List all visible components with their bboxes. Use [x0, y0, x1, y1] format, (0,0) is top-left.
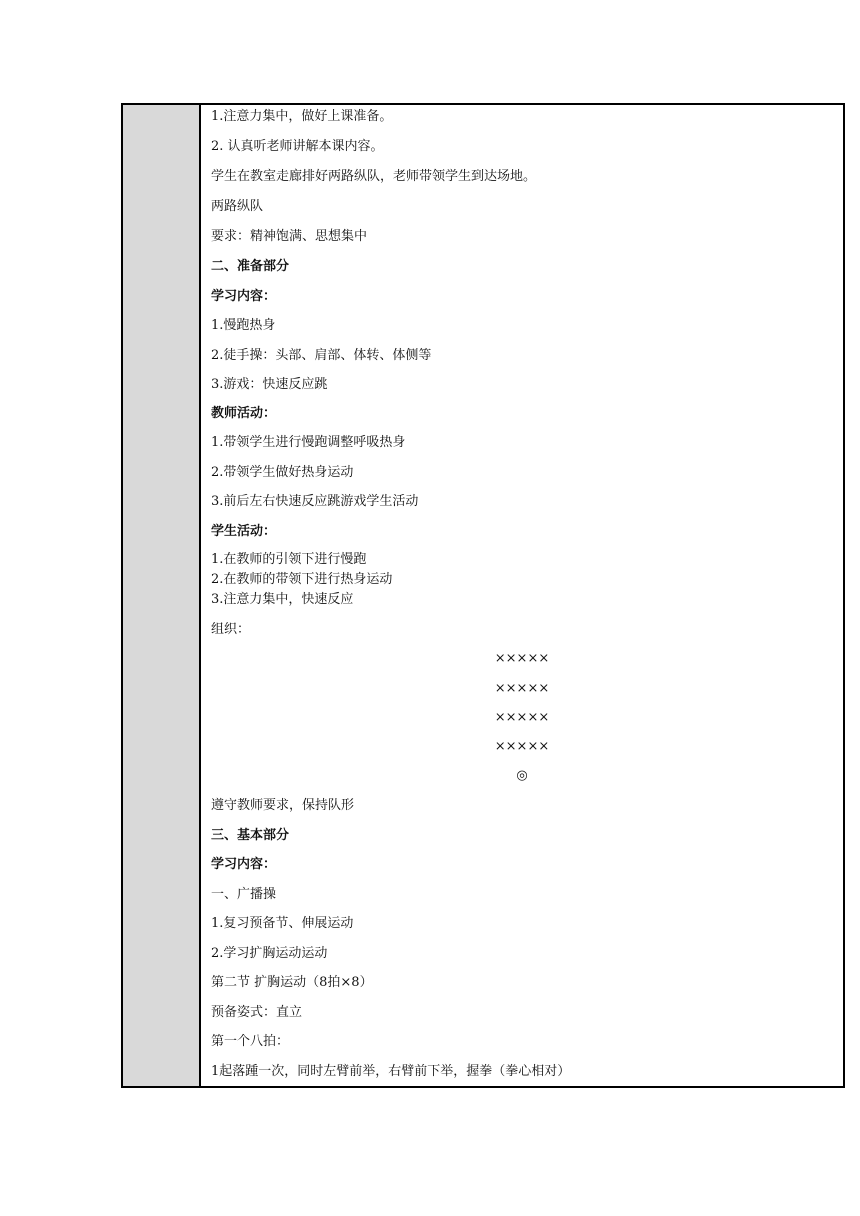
formation-row: ×××××: [494, 710, 550, 725]
intro-line-4: 两路纵队: [211, 199, 264, 214]
section3-item: 2.学习扩胸运动运动: [211, 946, 328, 961]
intro-line-1: 1.注意力集中，做好上课准备。: [211, 109, 393, 124]
section2-learn-item: 2.徒手操：头部、肩部、体转、体侧等: [211, 348, 432, 363]
section3-item: 第一个八拍：: [211, 1034, 290, 1049]
section3-item: 1起落踵一次，同时左臂前举，右臂前下举，握拳（拳心相对）: [211, 1064, 571, 1079]
section3-item: 第二节 扩胸运动（8拍×8）: [211, 975, 373, 990]
section2-teacher-heading: 教师活动：: [211, 406, 277, 421]
section2-student-item: 1.在教师的引领下进行慢跑: [211, 552, 367, 567]
content-column: [201, 105, 843, 1086]
section2-learn-item: 1.慢跑热身: [211, 318, 276, 333]
section2-title: 二、准备部分: [211, 259, 290, 274]
lesson-table: [121, 103, 845, 1088]
intro-line-5: 要求：精神饱满、思想集中: [211, 229, 368, 244]
formation-row: ×××××: [494, 681, 550, 696]
section2-student-heading: 学生活动：: [211, 524, 277, 539]
formation-row: ×××××: [494, 739, 550, 754]
section2-learn-item: 3.游戏：快速反应跳: [211, 377, 328, 392]
section2-teacher-item: 1.带领学生进行慢跑调整呼吸热身: [211, 435, 406, 450]
section2-learn-heading: 学习内容：: [211, 289, 277, 304]
section3-learn-heading: 学习内容：: [211, 857, 277, 872]
section3-item: 1.复习预备节、伸展运动: [211, 916, 354, 931]
intro-line-3: 学生在教室走廊排好两路纵队，老师带领学生到达场地。: [211, 169, 537, 184]
section2-requirement: 遵守教师要求，保持队形: [211, 798, 355, 813]
intro-line-2: 2. 认真听老师讲解本课内容。: [211, 139, 384, 154]
section2-teacher-item: 3.前后左右快速反应跳游戏学生活动: [211, 494, 419, 509]
section3-title: 三、基本部分: [211, 828, 290, 843]
section2-student-item: 3.注意力集中，快速反应: [211, 592, 354, 607]
section3-item: 预备姿式：直立: [211, 1005, 303, 1020]
organization-label: 组织：: [211, 622, 251, 637]
section2-teacher-item: 2.带领学生做好热身运动: [211, 465, 354, 480]
formation-row: ×××××: [494, 651, 550, 666]
teacher-position-mark: ◎: [516, 768, 528, 783]
section-label-column: [123, 105, 201, 1086]
section2-student-item: 2.在教师的带领下进行热身运动: [211, 572, 393, 587]
section3-item: 一、广播操: [211, 887, 277, 902]
